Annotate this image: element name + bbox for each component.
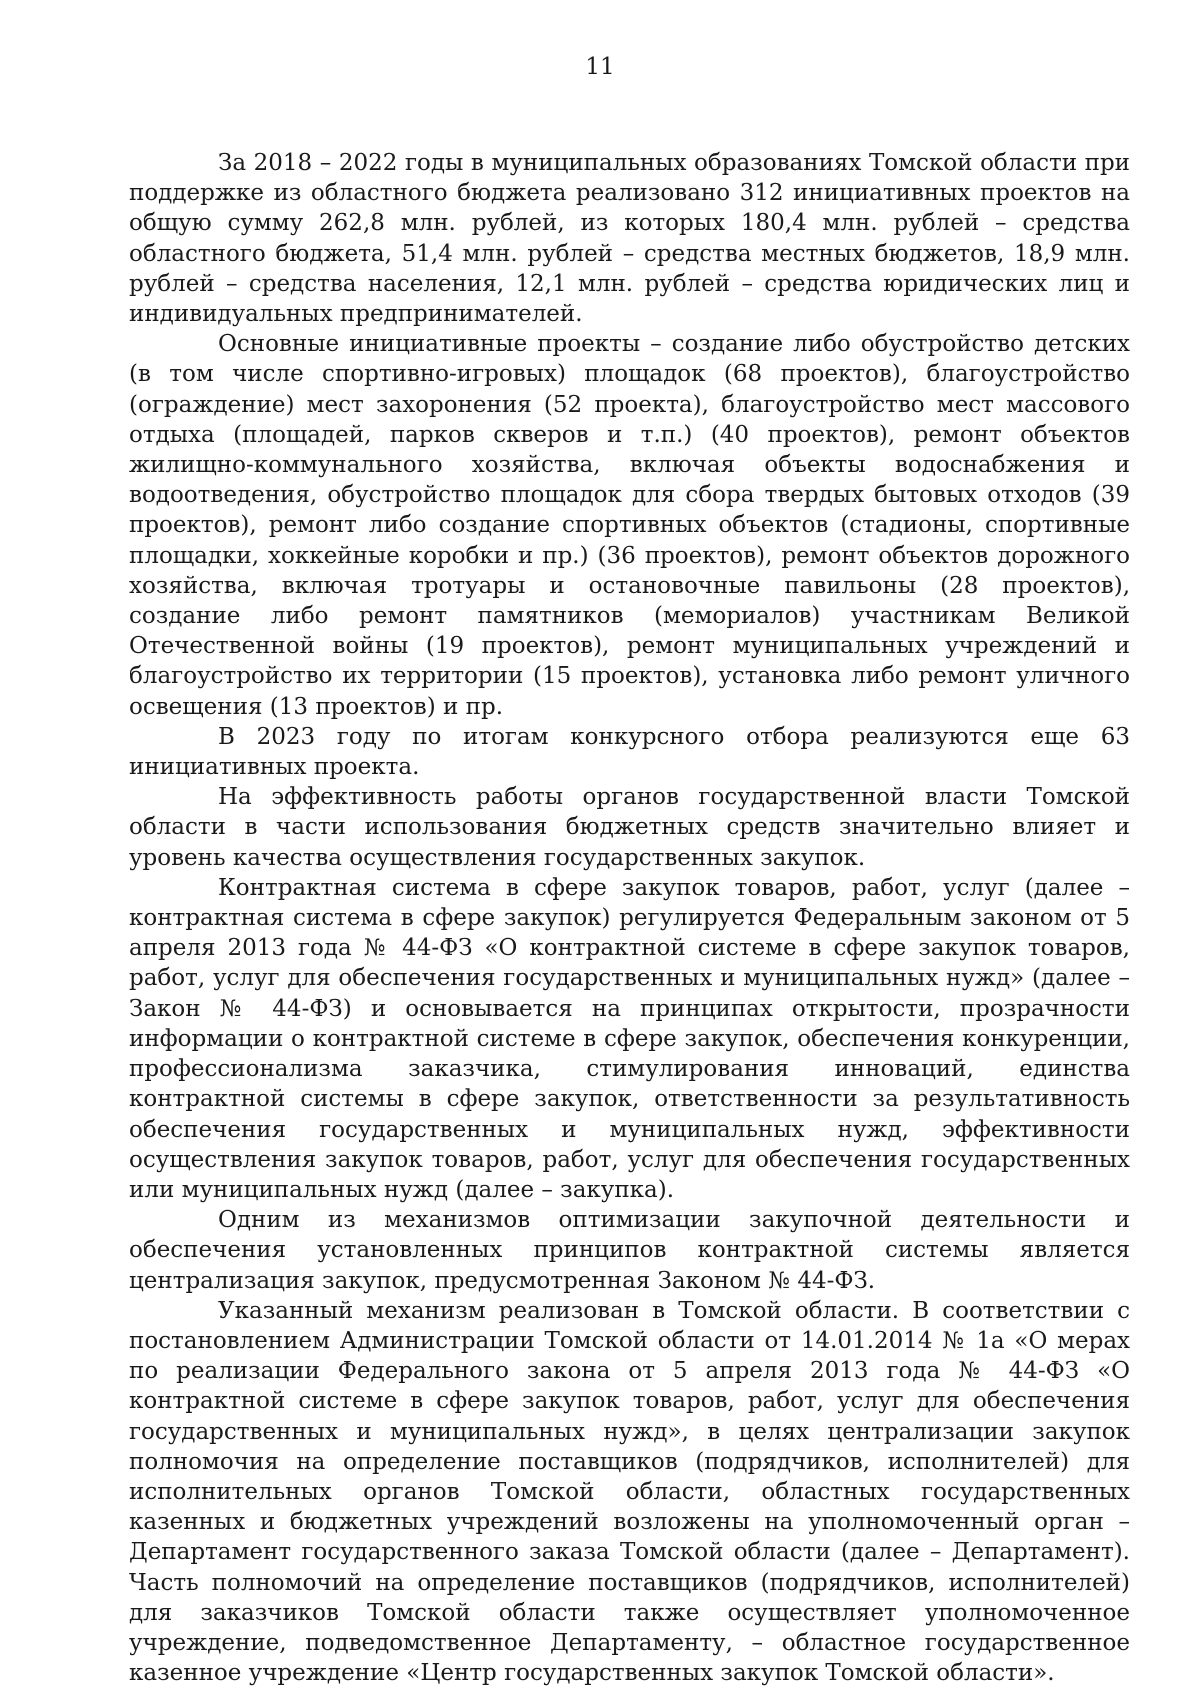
paragraph-2023-projects: В 2023 году по итогам конкурсного отбора реализуются еще 63 инициативных проекта. [129,723,1130,781]
paragraph-main-initiative-projects: Основные инициативные проекты – создание либо обустройство детских (в том числе спортивно-игровых) площадок (68 проектов), благоустройство (ограждение) мест захоронения (52 проекта), благоустройство мест массового отдыха (площадей, парков скверов и т.п.) (40 проектов), ремонт объектов жилищно-коммунального хозяйства, включая объекты водоснабжения и водоотведения, обустройство площадок для сбора твердых бытовых отходов (39 проектов), ремонт либо создание спортивных объектов (стадионы, спортивные площадки, хоккейные коробки и пр.) (36 проектов), ремонт объектов дорожного хозяйства, включая тротуары и остановочные павильоны (28 проектов), создание либо ремонт памятников (мемориалов) участникам Великой Отечественной войны (19 проектов), ремонт муниципальных учреждений и благоустройство их территории (15 проектов), установка либо ремонт уличного освещения (13 проектов) и пр. [129,331,1130,720]
paragraph-tomsk-mechanism: Указанный механизм реализован в Томской области. В соответствии с постановлением Администрации Томской области от 14.01.2014 № 1а «О мерах по реализации Федерального закона от 5 апреля 2013 года № 44-ФЗ «О контрактной системе в сфере закупок товаров, работ, услуг для обеспечения государственных и муниципальных нужд», в целях централизации закупок полномочия на определение поставщиков (подрядчиков, исполнителей) для исполнительных органов Томской области, областных государственных казенных и бюджетных учреждений возложены на уполномоченный орган – Департамент государственного заказа Томской области (далее – Департамент). Часть полномочий на определение поставщиков (подрядчиков, исполнителей) для заказчиков Томской области также осуществляет уполномоченное учреждение, подведомственное Департаменту, – областное государственное казенное учреждение «Центр государственных закупок Томской области». [129,1297,1130,1687]
paragraph-contract-system: Контрактная система в сфере закупок товаров, работ, услуг (далее – контрактная система в сфере закупок) регулируется Федеральным законом от 5 апреля 2013 года № 44-ФЗ «О контрактной системе в сфере закупок товаров, работ, услуг для обеспечения государственных и муниципальных нужд» (далее – Закон № 44-ФЗ) и основывается на принципах открытости, прозрачности информации о контрактной системе в сфере закупок, обеспечения конкуренции, профессионализма заказчика, стимулирования инноваций, единства контрактной системы в сфере закупок, ответственности за результативность обеспечения государственных и муниципальных нужд, эффективности осуществления закупок товаров, работ, услуг для обеспечения государственных или муниципальных нужд (далее – закупка). [129,874,1130,1203]
paragraph-centralization: Одним из механизмов оптимизации закупочной деятельности и обеспечения установленных принципов контрактной системы является централизация закупок, предусмотренная Законом № 44-ФЗ. [129,1207,1130,1294]
paragraph-procurement-efficiency: На эффективность работы органов государственной власти Томской области в части использования бюджетных средств значительно влияет и уровень качества осуществления государственных закупок. [129,784,1130,871]
page-number: 11 [585,54,615,80]
paragraph-initiative-projects-totals: За 2018 – 2022 годы в муниципальных образованиях Томской области при поддержке из областного бюджета реализовано 312 инициативных проектов на общую сумму 262,8 млн. рублей, из которых 180,4 млн. рублей – средства областного бюджета, 51,4 млн. рублей – средства местных бюджетов, 18,9 млн. рублей – средства населения, 12,1 млн. рублей – средства юридических лиц и индивидуальных предпринимателей. [129,150,1130,328]
document-body [129,148,1130,1688]
